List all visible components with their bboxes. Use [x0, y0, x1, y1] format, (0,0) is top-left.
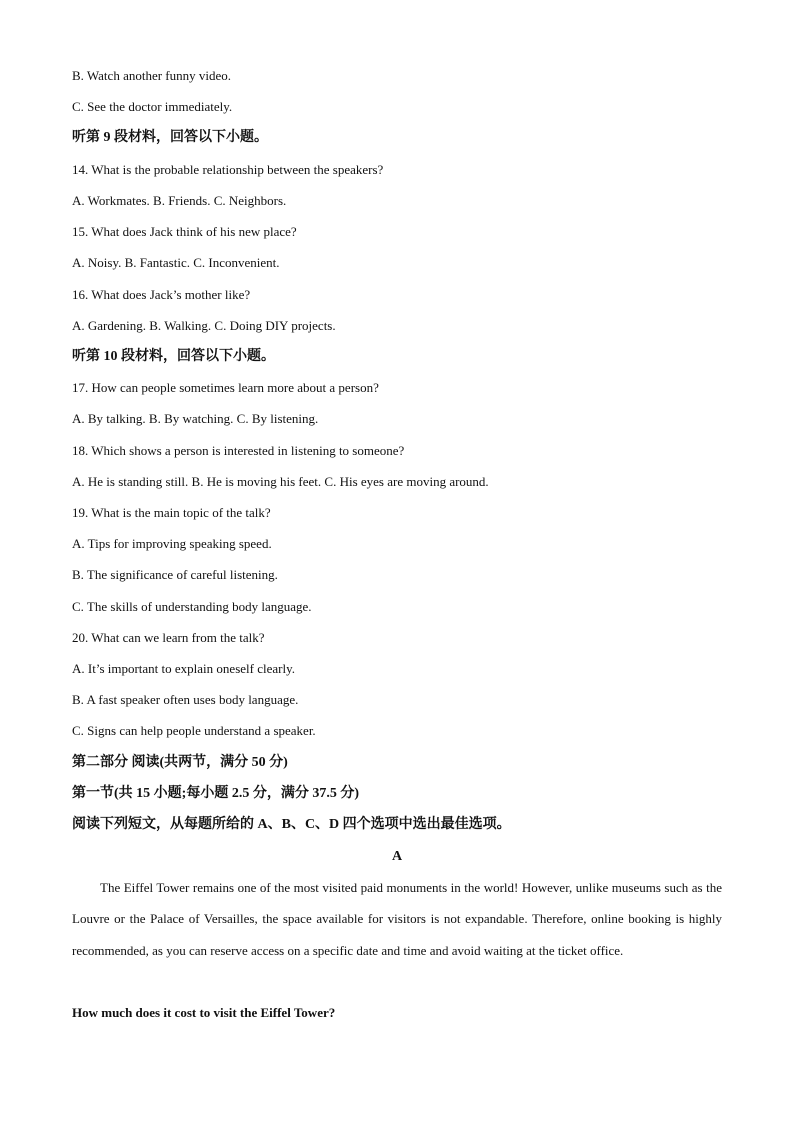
options-16: A. Gardening. B. Walking. C. Doing DIY projects.: [72, 318, 336, 333]
options-17: A. By talking. B. By watching. C. By listening.: [72, 411, 319, 426]
options-14: A. Workmates. B. Friends. C. Neighbors.: [72, 193, 287, 208]
section-instruction: 听第 10 段材料，回答以下小题。: [72, 349, 275, 364]
question-19: 19. What is the main topic of the talk?: [72, 505, 271, 520]
option-19-c: C. The skills of understanding body language.: [72, 599, 312, 614]
question-15: 15. What does Jack think of his new place?: [72, 224, 297, 239]
reading-instruction: 阅读下列短文，从每题所给的 A、B、C、D 四个选项中选出最佳选项。: [72, 817, 511, 832]
option-20-c: C. Signs can help people understand a speaker.: [72, 723, 316, 738]
options-18: A. He is standing still. B. He is moving his feet. C. His eyes are moving around.: [72, 474, 489, 489]
question-17: 17. How can people sometimes learn more about a person?: [72, 380, 379, 395]
option-line: C. See the doctor immediately.: [72, 99, 233, 114]
section-heading: 第一节(共 15 小题;每小题 2.5 分，满分 37.5 分): [72, 786, 359, 801]
question-20: 20. What can we learn from the talk?: [72, 630, 265, 645]
options-15: A. Noisy. B. Fantastic. C. Inconvenient.: [72, 255, 280, 270]
question-18: 18. Which shows a person is interested in listening to someone?: [72, 443, 405, 458]
section-instruction: 听第 9 段材料，回答以下小题。: [72, 130, 268, 145]
option-19-a: A. Tips for improving speaking speed.: [72, 536, 272, 551]
passage-letter: A: [391, 849, 403, 864]
option-line: B. Watch another funny video.: [72, 68, 232, 83]
question-14: 14. What is the probable relationship between the speakers?: [72, 162, 384, 177]
passage-subheading: How much does it cost to visit the Eiffel Tower?: [72, 1005, 336, 1020]
passage-paragraph: The Eiffel Tower remains one of the most visited paid monuments in the world! However, unlike museums such as the Louvre or the Palace of Versailles, the space available for visitors is not expandable. Therefore, online booking is highly recommended, as you can reserve access on a specific date and time and avoid waiting at the ticket office.: [72, 880, 722, 958]
option-19-b: B. The significance of careful listening.: [72, 567, 278, 582]
part-heading: 第二部分 阅读(共两节，满分 50 分): [72, 755, 288, 770]
option-20-b: B. A fast speaker often uses body language.: [72, 692, 299, 707]
question-16: 16. What does Jack’s mother like?: [72, 287, 251, 302]
option-20-a: A. It’s important to explain oneself clearly.: [72, 661, 295, 676]
